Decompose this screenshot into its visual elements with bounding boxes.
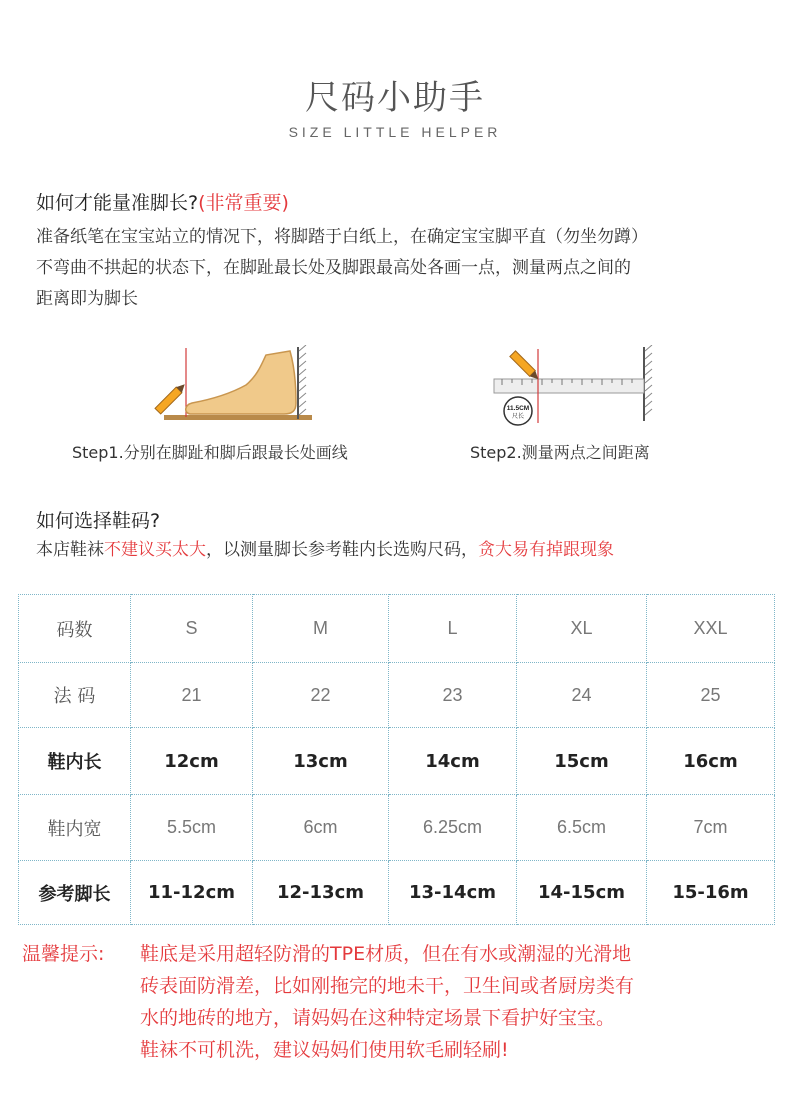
table-cell: 24	[517, 663, 647, 728]
table-cell: 7cm	[647, 795, 775, 861]
measure-heading-highlight: (非常重要)	[198, 192, 289, 214]
row-label: 鞋内宽	[19, 795, 131, 861]
choose-text-a: 本店鞋袜	[36, 540, 104, 560]
table-cell: 5.5cm	[131, 795, 253, 861]
table-cell: 12-13cm	[253, 861, 389, 925]
table-cell: 21	[131, 663, 253, 728]
table-cell: 13-14cm	[389, 861, 517, 925]
table-cell: 13cm	[253, 728, 389, 795]
row-label: 参考脚长	[19, 861, 131, 925]
table-cell: 6.25cm	[389, 795, 517, 861]
choose-text-b: 不建议买太大	[104, 540, 206, 560]
table-cell: 12cm	[131, 728, 253, 795]
note-line-3: 水的地砖的地方，请妈妈在这种特定场景下看护好宝宝。	[140, 1007, 616, 1029]
choose-heading: 如何选择鞋码?	[36, 510, 161, 532]
note-line-4: 鞋袜不可机洗，建议妈妈们使用软毛刷轻刷!	[140, 1039, 509, 1061]
note-line-1: 鞋底是采用超轻防滑的TPE材质，但在有水或潮湿的光滑地	[140, 943, 632, 965]
measure-heading	[36, 188, 289, 215]
table-cell: S	[131, 595, 253, 663]
table-row-eu-size	[19, 663, 775, 728]
table-row-size	[19, 595, 775, 663]
choose-text-d: 贪大易有掉跟现象	[478, 540, 614, 560]
row-label: 鞋内长	[19, 728, 131, 795]
measure-heading-text: 如何才能量准脚长?	[36, 192, 199, 214]
row-label: 法 码	[19, 663, 131, 728]
table-cell: L	[389, 595, 517, 663]
badge-top-text: 11.5CM	[506, 405, 530, 412]
table-cell: 25	[647, 663, 775, 728]
note-label: 温馨提示:	[22, 943, 105, 965]
page-subtitle: SIZE LITTLE HELPER	[288, 124, 502, 140]
step2-caption: Step2.测量两点之间距离	[470, 443, 650, 462]
page-title: 尺码小助手	[305, 78, 485, 118]
foot-shape	[186, 351, 296, 414]
table-cell: 15cm	[517, 728, 647, 795]
measure-instructions	[36, 222, 766, 315]
table-cell: XXL	[647, 595, 775, 663]
table-cell: 11-12cm	[131, 861, 253, 925]
table-cell: 23	[389, 663, 517, 728]
measure-line-1: 准备纸笔在宝宝站立的情况下，将脚踏于白纸上，在确定宝宝脚平直（勿坐勿蹲）	[36, 227, 648, 247]
measure-line-3: 距离即为脚长	[36, 289, 138, 309]
table-row-inner-length	[19, 728, 775, 795]
row-label: 码数	[19, 595, 131, 663]
wall-hatch	[645, 345, 652, 415]
table-cell: 15-16m	[647, 861, 775, 925]
badge-bottom-text: 尺长	[511, 413, 525, 420]
table-cell: M	[253, 595, 389, 663]
choose-text	[36, 535, 766, 566]
table-row-inner-width	[19, 795, 775, 861]
table-cell: 14cm	[389, 728, 517, 795]
table-cell: 14-15cm	[517, 861, 647, 925]
table-cell: 6.5cm	[517, 795, 647, 861]
table-row-foot-length	[19, 861, 775, 925]
note-body	[140, 938, 770, 1066]
table-cell: 6cm	[253, 795, 389, 861]
pencil-icon	[510, 351, 541, 382]
table-cell: 16cm	[647, 728, 775, 795]
wall-hatch	[299, 345, 306, 415]
size-table	[18, 594, 775, 925]
table-cell: 22	[253, 663, 389, 728]
step1-caption: Step1.分别在脚趾和脚后跟最长处画线	[72, 443, 348, 462]
measure-line-2: 不弯曲不拱起的状态下，在脚趾最长处及脚跟最高处各画一点，测量两点之间的	[36, 258, 631, 278]
pencil-icon	[155, 381, 188, 414]
table-cell: XL	[517, 595, 647, 663]
note-line-2: 砖表面防滑差，比如刚拖完的地未干，卫生间或者厨房类有	[140, 975, 635, 997]
ruler-measure-illustration	[488, 345, 668, 430]
foot-measure-illustration	[150, 345, 320, 425]
choose-text-c: ，以测量脚长参考鞋内长选购尺码，	[206, 540, 478, 560]
